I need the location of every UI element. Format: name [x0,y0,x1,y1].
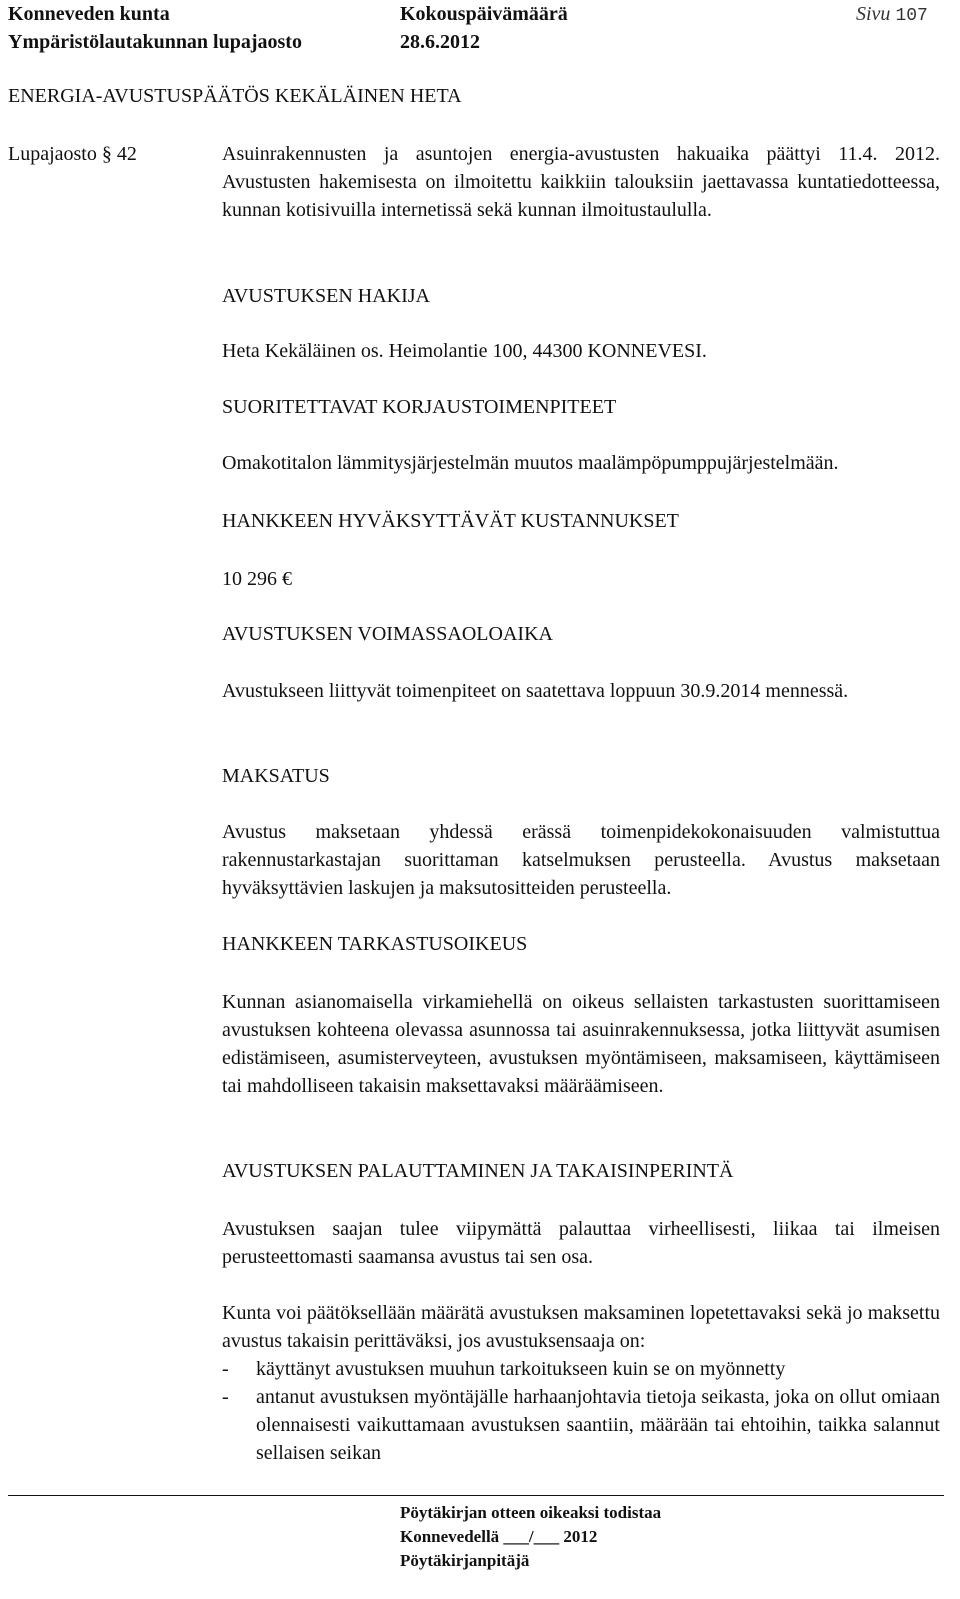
recovery-text-2: Kunta voi päätöksellään määrätä avustuksen maksaminen lopetettavaksi sekä jo maksettu avustus takaisin perittäväksi, jos avustuksensaaja on: [222,1302,940,1352]
inspection-heading: HANKKEEN TARKASTUSOIKEUS [222,933,528,955]
costs-amount: 10 296 € [222,568,292,590]
bullet-dash: - [222,1358,229,1380]
footer-place-date: Konnevedellä ___/___ 2012 [400,1527,598,1546]
measures-heading: SUORITETTAVAT KORJAUSTOIMENPITEET [222,396,617,418]
intro-paragraph: Asuinrakennusten ja asuntojen energia-avustusten hakuaika päättyi 11.4. 2012. Avustusten hakemisesta on ilmoitettu kaikkiin talouksiin jaettavassa kuntatiedotteessa, kunnan kotisivuilla internetissä sekä kunnan ilmoitustaululla. [222,143,940,221]
page-number: 107 [895,6,928,26]
footer-secretary: Pöytäkirjanpitäjä [400,1551,530,1570]
measures-text: Omakotitalon lämmitysjärjestelmän muutos maalämpöpumppujärjestelmään. [222,452,839,474]
organization-name: Konneveden kunta [8,3,170,25]
recovery-text-1: Avustuksen saajan tulee viipymättä palauttaa virheellisesti, liikaa tai ilmeisen perusteettomasti saamansa avustus tai sen osa. [222,1218,940,1268]
footer-divider [8,1495,944,1496]
document-title: ENERGIA-AVUSTUSPÄÄTÖS KEKÄLÄINEN HETA [8,85,462,107]
list-item [222,1355,940,1383]
applicant-heading: AVUSTUKSEN HAKIJA [222,285,430,307]
payment-text: Avustus maksetaan yhdessä erässä toimenpidekokonaisuuden valmistuttua rakennustarkastajan suorittaman katselmuksen perusteella. Avustus maksetaan hyväksyttävien laskujen ja maksutositteiden perusteella. [222,821,940,899]
validity-text: Avustukseen liittyvät toimenpiteet on saatettava loppuun 30.9.2014 mennessä. [222,680,849,702]
document-type-label: Kokouspäivämäärä [400,3,568,25]
inspection-text: Kunnan asianomaisella virkamiehellä on oikeus sellaisten tarkastusten suorittamiseen avustuksen kohteena olevassa asunnossa tai asuinrakennuksessa, jotka liittyvät asumisen edistämiseen, asumisterveyteen, avustuksen myöntämiseen, maksamiseen, käyttämiseen tai mahdolliseen takaisin maksettavaksi määräämiseen. [222,991,940,1097]
applicant-text: Heta Kekäläinen os. Heimolantie 100, 44300 KONNEVESI. [222,340,707,362]
list-item-text: antanut avustuksen myöntäjälle harhaanjohtavia tietoja seikasta, joka on ollut omiaan olennaisesti vaikuttamaan avustuksen saantiin, määrään tai ehtoihin, taikka salannut sellaisen seikan [256,1386,940,1464]
payment-heading: MAKSATUS [222,765,330,787]
list-item-text: käyttänyt avustuksen muuhun tarkoitukseen kuin se on myönnetty [256,1358,786,1380]
list-item [222,1383,940,1467]
bullet-dash: - [222,1386,229,1408]
page-indicator [856,0,928,30]
meeting-date: 28.6.2012 [400,31,480,53]
recovery-heading: AVUSTUKSEN PALAUTTAMINEN JA TAKAISINPERINTÄ [222,1160,734,1182]
board-name: Ympäristölautakunnan lupajaosto [8,31,302,53]
validity-heading: AVUSTUKSEN VOIMASSAOLOAIKA [222,623,553,645]
section-reference: Lupajaosto § 42 [8,143,137,165]
page-label: Sivu [856,3,891,25]
recovery-conditions-list [222,1355,940,1467]
costs-heading: HANKKEEN HYVÄKSYTTÄVÄT KUSTANNUKSET [222,510,679,532]
footer-certification: Pöytäkirjan otteen oikeaksi todistaa [400,1503,662,1522]
